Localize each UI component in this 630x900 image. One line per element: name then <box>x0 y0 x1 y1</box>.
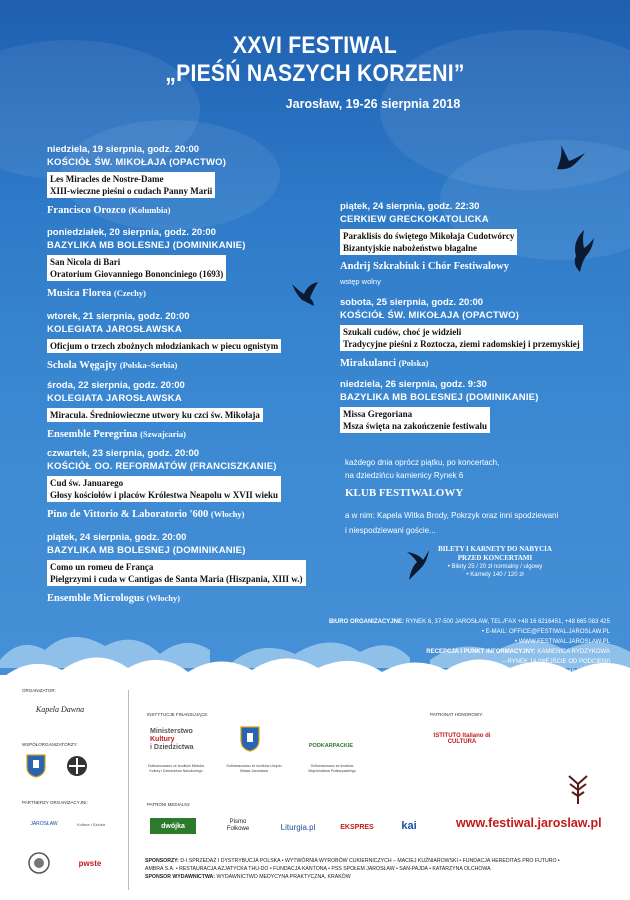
event-6 <box>47 531 306 606</box>
event-8 <box>340 296 583 371</box>
club-description: a w nim: Kapela Witka Brody, Pokrzyk oraz inni spodziewani i niespodziewani goście... <box>345 511 559 535</box>
event-performer: Ensemble Peregrina (Szwajcaria) <box>47 429 186 440</box>
event-program: Les Miracles de Nostre-Dame XIII-wieczne pieśni o cudach Panny Marii <box>47 172 215 198</box>
ministry-logo: Ministerstwo Kultury i Dziedzictwa <box>150 728 194 751</box>
event-venue: KOLEGIATA JAROSŁAWSKA <box>47 324 182 335</box>
event-venue: BAZYLIKA MB BOLESNEJ (DOMINIKANIE) <box>340 392 539 403</box>
event-9 <box>340 378 539 434</box>
organizer-logo: Kapela Dawna <box>35 704 85 714</box>
event-performer: Mirakulanci (Polska) <box>340 358 429 369</box>
seal-icon <box>28 852 50 874</box>
event-venue: KOŚCIÓŁ OO. REFORMATÓW (FRANCISZKANIE) <box>47 461 277 472</box>
event-venue: BAZYLIKA MB BOLESNEJ (DOMINIKANIE) <box>47 240 246 251</box>
partner-logo-pwste: pwste <box>78 858 102 868</box>
event-program: Missa Gregoriana Msza święta na zakończenie festiwalu <box>340 407 490 433</box>
event-venue: KOŚCIÓŁ ŚW. MIKOŁAJA (OPACTWO) <box>340 310 520 321</box>
pismo-folkowe-logo: Pismo Folkowe <box>226 819 250 832</box>
event-performer: Schola Węgajty (Polska–Serbia) <box>47 360 178 371</box>
media-label: PATRONI MEDIALNI: <box>147 802 191 807</box>
festival-title-line2: „PIEŚŃ NASZYCH KORZENI” <box>165 60 465 87</box>
event-3 <box>47 310 281 373</box>
partner-logo-2: Kultura i Sztuka <box>76 821 105 827</box>
festival-url[interactable]: www.festiwal.jaroslaw.pl <box>456 816 602 830</box>
event-date: wtorek, 21 sierpnia, godz. 20:00 <box>47 311 190 322</box>
event-1 <box>47 143 226 218</box>
event-performer: Pino de Vittorio & Laboratorio '600 (Włochy) <box>47 509 245 520</box>
event-5 <box>47 447 281 522</box>
club-title: KLUB FESTIWALOWY <box>345 487 464 499</box>
coorganizers-label: WSPÓŁORGANIZATORZY: <box>22 742 78 747</box>
patronage-label: PATRONAT HONOROWY: <box>430 712 484 717</box>
event-venue: KOŚCIÓŁ ŚW. MIKOŁAJA (OPACTWO) <box>47 157 227 168</box>
event-venue: CERKIEW GRECKOKATOLICKA <box>340 214 489 225</box>
event-venue: KOLEGIATA JAROSŁAWSKA <box>47 393 182 404</box>
event-7 <box>340 200 517 286</box>
tree-emblem-icon <box>563 770 593 806</box>
event-performer: Ensemble Micrologus (Włochy) <box>47 593 181 604</box>
event-date: piątek, 24 sierpnia, godz. 22:30 <box>340 201 480 212</box>
city-arms-icon <box>240 726 260 752</box>
caption-ministry: Dofinansowano ze środków Ministra Kultury i Dziedzictwa Narodowego <box>147 764 205 773</box>
daily-note: każdego dnia oprócz piątku, po koncertach, na dziedzińcu kamienicy Rynek 6 <box>345 458 500 480</box>
bird-2 <box>570 228 596 274</box>
bird-1 <box>555 143 587 173</box>
event-date: czwartek, 23 sierpnia, godz. 20:00 <box>47 448 200 459</box>
event-performer: Musica Florea (Czechy) <box>47 288 146 299</box>
partner-logo-jaroslaw: JAROSŁAW <box>30 821 58 827</box>
event-note: wstęp wolny <box>340 277 381 286</box>
funding-label: INSTYTUCJE FINANSUJĄCE: <box>147 712 209 717</box>
event-2 <box>47 226 246 301</box>
sponsors-text: SPONSORZY: D-I SPRZEDAŻ I DYSTRYBUCJA POLSKA • WYTWÓRNIA WYROBÓW CUKIERNICZYCH – MACIEJ KUŹNIAROWSKI • FUNDACJA HEREDITAS PRO FUTURO • AMBRA S.A. • RESTAURACJA AZJATYCKA THU-DO • FUNDACJA KANTONA • PSS SPOŁEM JAROSŁAW • SAN-PAJDA • KATARZYNA OLCHOWA SPONSOR WYDAWNICTWA: WYDAWNICTWO MEDYCYNA PRAKTYCZNA, KRAKÓW <box>145 858 560 880</box>
event-date: niedziela, 19 sierpnia, godz. 20:00 <box>47 144 200 155</box>
festival-dates: Jarosław, 19-26 sierpnia 2018 <box>285 97 461 111</box>
event-program: Miracula. Średniowieczne utwory ku czci św. Mikołaja <box>47 408 263 422</box>
podkarpackie-logo: PODKARPACKIE <box>308 743 354 749</box>
liturgia-logo: Liturgia.pl <box>280 822 316 832</box>
event-4 <box>47 379 263 442</box>
contact-info: BIURO ORGANIZACYJNE: RYNEK 6, 37-500 JAROSŁAW, TEL./FAX +48 16 6216451, +48 665 083 425 • E-MAIL: OFFICE@FESTIWAL.JAROSLAW.PL • WWW.FESTIWAL.JAROSLAW.PL RECEPCJA I PUNKT INFORMACYJNY: KAMIENICA RYDZYKOWA – RYNEK 14 (WEJŚCIE OD PODCIENI) TEL. +48 509 958 340 • ZGLOSZENIA@FESTIWAL.JAROSLAW.PL <box>328 619 610 685</box>
event-program: Szukali cudów, choć je widzieli Tradycyjne pieśni z Roztocza, ziemi radomskiej i przemyskiej <box>340 325 583 351</box>
event-performer: Andrij Szkrabiuk i Chór Festiwalowy <box>340 261 509 272</box>
event-program: San Nicola di Bari Oratorium Giovanniego Bononciniego (1693) <box>47 255 226 281</box>
divider <box>128 690 129 890</box>
istituto-italiano-logo: ISTITUTO Italiano di CULTURA <box>433 733 491 745</box>
ekspres-logo: EKSPRES <box>340 823 374 831</box>
kai-logo: kai <box>401 820 417 832</box>
event-program: Oficjum o trzech zbożnych młodziankach w piecu ognistym <box>47 339 281 353</box>
event-date: poniedziałek, 20 sierpnia, godz. 20:00 <box>47 227 216 238</box>
cross-emblem-icon <box>66 755 88 777</box>
event-venue: BAZYLIKA MB BOLESNEJ (DOMINIKANIE) <box>47 545 246 556</box>
organizer-label: ORGANIZATOR: <box>22 688 56 693</box>
event-program: Paraklisis do świętego Mikołaja Cudotwórcy Bizantyjskie nabożeństwo błagalne <box>340 229 517 255</box>
event-date: piątek, 24 sierpnia, godz. 20:00 <box>47 532 187 543</box>
caption-region: Dofinansowano ze środków Województwa Podkarpackiego <box>308 764 356 773</box>
event-date: niedziela, 26 sierpnia, godz. 9:30 <box>340 379 487 390</box>
event-performer: Francisco Orozco (Kolumbia) <box>47 205 171 216</box>
caption-city: Dofinansowano ze środków Urzędu Miasta Jarosławia <box>226 764 282 773</box>
bird-3 <box>290 280 320 308</box>
event-date: środa, 22 sierpnia, godz. 20:00 <box>47 380 185 391</box>
event-program: Como un romeu de França Pielgrzymi i cuda w Cantigas de Santa Maria (Hiszpania, XIII w.) <box>47 560 306 586</box>
partners-label: PARTNERZY ORGANIZACYJNI: <box>22 800 88 805</box>
event-program: Cud św. Januarego Głosy kościołów i placów Królestwa Neapolu w XVII wieku <box>47 476 281 502</box>
event-date: sobota, 25 sierpnia, godz. 20:00 <box>340 297 484 308</box>
dwojka-logo: dwójka <box>150 818 196 834</box>
coat-of-arms-icon <box>26 754 46 778</box>
tickets-info: BILETY I KARNETY DO NABYCIA PRZED KONCERTAMI • Bilety 25 / 20 zł normalny / ulgowy • Karnety 140 / 120 zł <box>438 545 552 578</box>
festival-title-line1: XXVI FESTIWAL <box>232 32 398 59</box>
